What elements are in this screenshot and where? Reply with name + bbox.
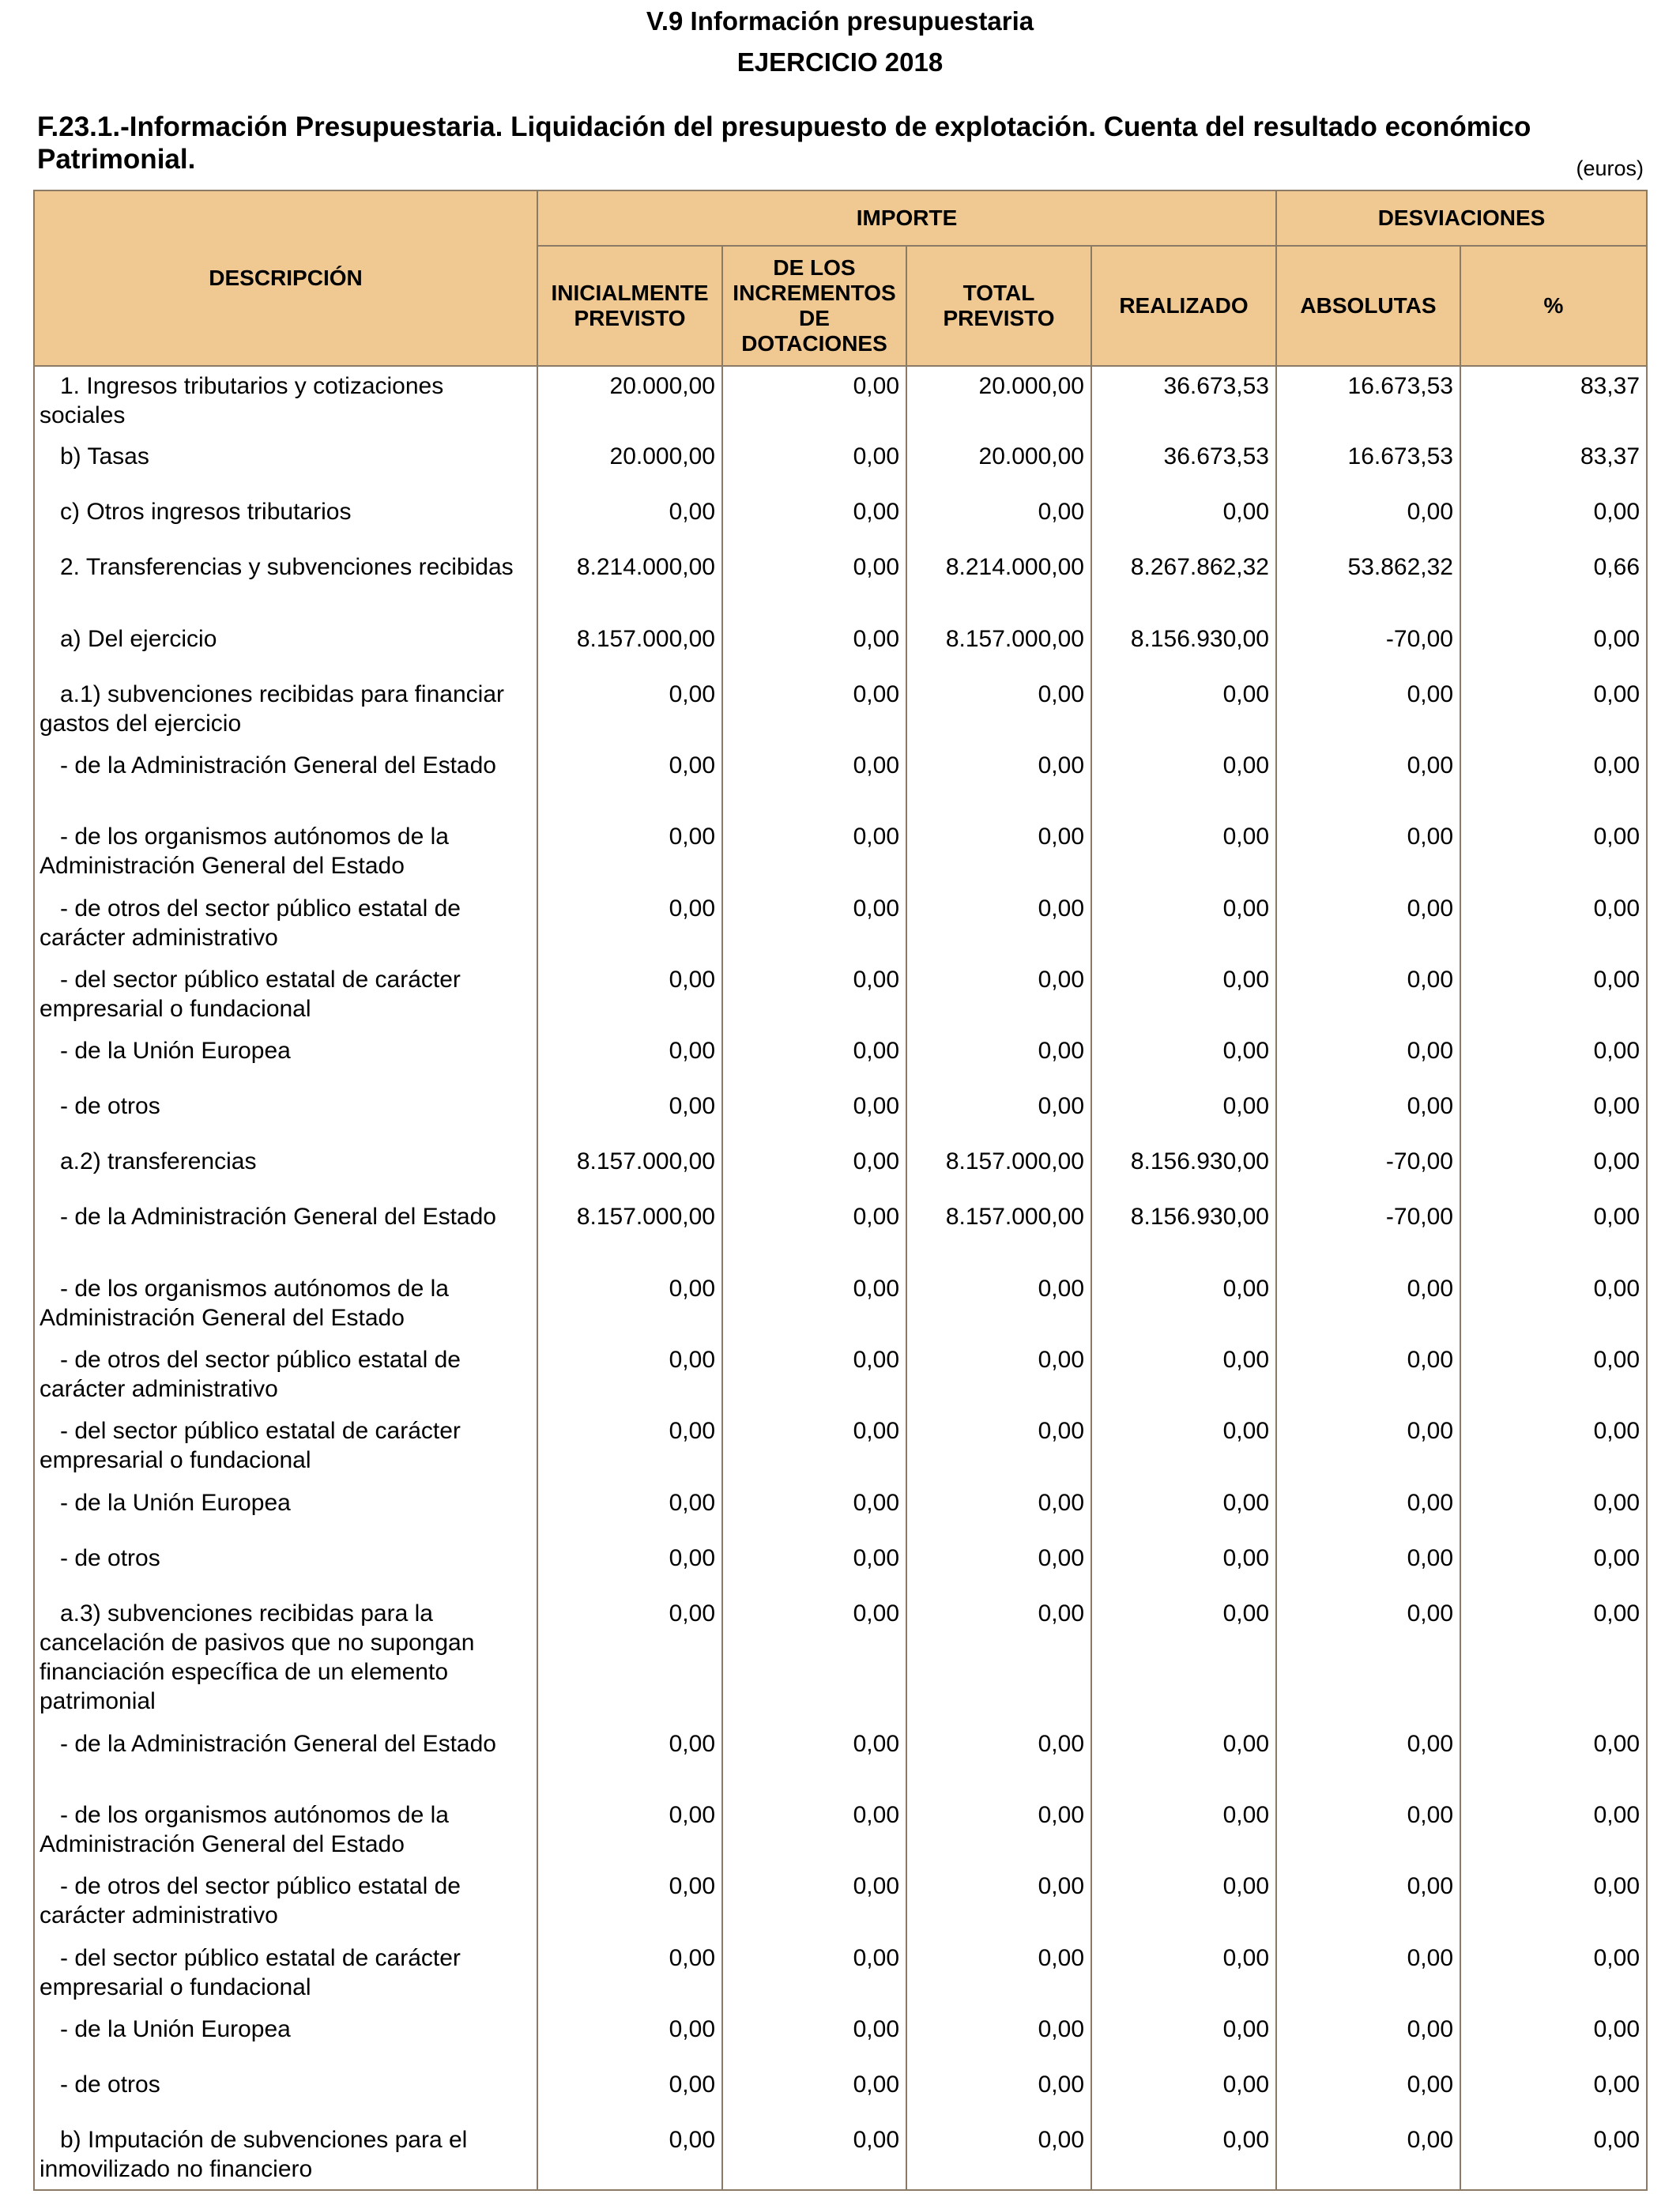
cell-inicialmente-previsto: 8.214.000,00 bbox=[537, 548, 722, 620]
cell-total-previsto: 0,00 bbox=[906, 1087, 1091, 1142]
cell-desviacion-absoluta: 0,00 bbox=[1276, 2065, 1460, 2120]
cell-realizado: 36.673,53 bbox=[1091, 366, 1276, 437]
header-descripcion: DESCRIPCIÓN bbox=[34, 190, 537, 366]
cell-desviacion-pct: 0,00 bbox=[1460, 1539, 1647, 1594]
cell-desviacion-absoluta: 0,00 bbox=[1276, 746, 1460, 817]
cell-total-previsto: 0,00 bbox=[906, 1725, 1091, 1796]
table-row bbox=[34, 2120, 1647, 2190]
cell-desviacion-pct: 0,00 bbox=[1460, 889, 1647, 960]
cell-inicialmente-previsto: 0,00 bbox=[537, 889, 722, 960]
cell-inicialmente-previsto: 8.157.000,00 bbox=[537, 620, 722, 675]
cell-desviacion-pct: 0,00 bbox=[1460, 746, 1647, 817]
header-inicialmente-previsto: INICIALMENTE PREVISTO bbox=[537, 246, 722, 366]
cell-incrementos: 0,00 bbox=[722, 1939, 906, 2010]
table-row bbox=[34, 1725, 1647, 1796]
row-description bbox=[34, 817, 537, 889]
cell-total-previsto: 0,00 bbox=[906, 675, 1091, 746]
cell-total-previsto: 0,00 bbox=[906, 1594, 1091, 1725]
cell-desviacion-pct: 0,00 bbox=[1460, 1594, 1647, 1725]
row-description bbox=[34, 366, 537, 437]
cell-inicialmente-previsto: 0,00 bbox=[537, 1939, 722, 2010]
section-title: F.23.1.-Información Presupuestaria. Liquidación del presupuesto de explotación. Cuenta del resultado económico Patrimonial. bbox=[37, 111, 1531, 175]
cell-inicialmente-previsto: 0,00 bbox=[537, 746, 722, 817]
cell-inicialmente-previsto: 0,00 bbox=[537, 1087, 722, 1142]
row-description-text: - de otros bbox=[60, 2071, 160, 2098]
cell-total-previsto: 0,00 bbox=[906, 1539, 1091, 1594]
cell-total-previsto: 0,00 bbox=[906, 1269, 1091, 1340]
cell-inicialmente-previsto: 20.000,00 bbox=[537, 366, 722, 437]
cell-realizado: 0,00 bbox=[1091, 1939, 1276, 2010]
cell-desviacion-pct: 0,00 bbox=[1460, 1725, 1647, 1796]
row-description bbox=[34, 1197, 537, 1269]
cell-total-previsto: 8.157.000,00 bbox=[906, 620, 1091, 675]
cell-total-previsto: 20.000,00 bbox=[906, 437, 1091, 492]
cell-total-previsto: 0,00 bbox=[906, 2120, 1091, 2190]
cell-inicialmente-previsto: 0,00 bbox=[537, 492, 722, 548]
cell-inicialmente-previsto: 0,00 bbox=[537, 1340, 722, 1412]
cell-desviacion-pct: 0,00 bbox=[1460, 1483, 1647, 1539]
cell-desviacion-absoluta: 0,00 bbox=[1276, 492, 1460, 548]
cell-inicialmente-previsto: 0,00 bbox=[537, 817, 722, 889]
cell-desviacion-absoluta: 0,00 bbox=[1276, 960, 1460, 1031]
cell-incrementos: 0,00 bbox=[722, 1539, 906, 1594]
row-description bbox=[34, 437, 537, 492]
row-description bbox=[34, 1031, 537, 1087]
cell-incrementos: 0,00 bbox=[722, 620, 906, 675]
cell-inicialmente-previsto: 8.157.000,00 bbox=[537, 1142, 722, 1197]
row-description bbox=[34, 675, 537, 746]
header-total-previsto: TOTAL PREVISTO bbox=[906, 246, 1091, 366]
cell-desviacion-pct: 0,00 bbox=[1460, 675, 1647, 746]
row-description-text: a.1) subvenciones recibidas para financiar gastos del ejercicio bbox=[40, 681, 504, 737]
row-description-text: - de la Unión Europea bbox=[60, 1490, 291, 1516]
table-row bbox=[34, 746, 1647, 817]
table-row bbox=[34, 1539, 1647, 1594]
cell-incrementos: 0,00 bbox=[722, 1197, 906, 1269]
table-row bbox=[34, 1796, 1647, 1867]
cell-realizado: 8.267.862,32 bbox=[1091, 548, 1276, 620]
cell-desviacion-absoluta: 0,00 bbox=[1276, 2120, 1460, 2190]
cell-incrementos: 0,00 bbox=[722, 2010, 906, 2065]
cell-incrementos: 0,00 bbox=[722, 675, 906, 746]
table-row bbox=[34, 960, 1647, 1031]
cell-desviacion-absoluta: 0,00 bbox=[1276, 1867, 1460, 1939]
cell-desviacion-pct: 0,00 bbox=[1460, 2065, 1647, 2120]
row-description bbox=[34, 1867, 537, 1939]
cell-realizado: 0,00 bbox=[1091, 1340, 1276, 1412]
row-description bbox=[34, 2065, 537, 2120]
row-description bbox=[34, 889, 537, 960]
cell-desviacion-pct: 0,00 bbox=[1460, 620, 1647, 675]
cell-incrementos: 0,00 bbox=[722, 960, 906, 1031]
header-importe: IMPORTE bbox=[537, 190, 1276, 246]
row-description bbox=[34, 1725, 537, 1796]
cell-desviacion-absoluta: 16.673,53 bbox=[1276, 437, 1460, 492]
cell-inicialmente-previsto: 0,00 bbox=[537, 2065, 722, 2120]
cell-realizado: 0,00 bbox=[1091, 1867, 1276, 1939]
row-description-text: 1. Ingresos tributarios y cotizaciones sociales bbox=[40, 373, 444, 428]
cell-realizado: 8.156.930,00 bbox=[1091, 620, 1276, 675]
cell-total-previsto: 0,00 bbox=[906, 2010, 1091, 2065]
row-description-text: - de otros del sector público estatal de carácter administrativo bbox=[40, 1873, 461, 1928]
table-row bbox=[34, 1340, 1647, 1412]
cell-realizado: 0,00 bbox=[1091, 1412, 1276, 1483]
table-row bbox=[34, 1197, 1647, 1269]
cell-incrementos: 0,00 bbox=[722, 1031, 906, 1087]
table-row bbox=[34, 492, 1647, 548]
cell-desviacion-absoluta: 0,00 bbox=[1276, 1483, 1460, 1539]
row-description-text: - del sector público estatal de carácter empresarial o fundacional bbox=[40, 967, 461, 1022]
cell-desviacion-absoluta: 53.862,32 bbox=[1276, 548, 1460, 620]
cell-incrementos: 0,00 bbox=[722, 1269, 906, 1340]
row-description-text: - de la Unión Europea bbox=[60, 1038, 291, 1064]
cell-total-previsto: 8.214.000,00 bbox=[906, 548, 1091, 620]
cell-incrementos: 0,00 bbox=[722, 437, 906, 492]
cell-desviacion-absoluta: -70,00 bbox=[1276, 1197, 1460, 1269]
row-description bbox=[34, 2010, 537, 2065]
cell-desviacion-pct: 0,00 bbox=[1460, 1197, 1647, 1269]
cell-total-previsto: 0,00 bbox=[906, 1939, 1091, 2010]
cell-total-previsto: 0,00 bbox=[906, 960, 1091, 1031]
cell-inicialmente-previsto: 0,00 bbox=[537, 2120, 722, 2190]
row-description-text: - de otros del sector público estatal de carácter administrativo bbox=[40, 1347, 461, 1402]
cell-desviacion-absoluta: 0,00 bbox=[1276, 1340, 1460, 1412]
cell-realizado: 0,00 bbox=[1091, 817, 1276, 889]
cell-realizado: 0,00 bbox=[1091, 2065, 1276, 2120]
cell-desviacion-absoluta: 0,00 bbox=[1276, 1031, 1460, 1087]
cell-incrementos: 0,00 bbox=[722, 1725, 906, 1796]
cell-inicialmente-previsto: 0,00 bbox=[537, 1483, 722, 1539]
cell-inicialmente-previsto: 8.157.000,00 bbox=[537, 1197, 722, 1269]
table-row bbox=[34, 1031, 1647, 1087]
row-description-text: a.2) transferencias bbox=[60, 1148, 257, 1174]
row-description bbox=[34, 960, 537, 1031]
cell-total-previsto: 20.000,00 bbox=[906, 366, 1091, 437]
table-row bbox=[34, 675, 1647, 746]
cell-realizado: 0,00 bbox=[1091, 746, 1276, 817]
cell-desviacion-pct: 0,00 bbox=[1460, 1142, 1647, 1197]
row-description bbox=[34, 1594, 537, 1725]
cell-realizado: 0,00 bbox=[1091, 1796, 1276, 1867]
cell-total-previsto: 8.157.000,00 bbox=[906, 1142, 1091, 1197]
cell-incrementos: 0,00 bbox=[722, 1483, 906, 1539]
cell-realizado: 0,00 bbox=[1091, 1087, 1276, 1142]
cell-desviacion-absoluta: 0,00 bbox=[1276, 1796, 1460, 1867]
cell-total-previsto: 0,00 bbox=[906, 1867, 1091, 1939]
cell-inicialmente-previsto: 0,00 bbox=[537, 1539, 722, 1594]
cell-desviacion-pct: 0,00 bbox=[1460, 1939, 1647, 2010]
cell-total-previsto: 0,00 bbox=[906, 1412, 1091, 1483]
table-row bbox=[34, 1594, 1647, 1725]
cell-inicialmente-previsto: 0,00 bbox=[537, 1269, 722, 1340]
cell-desviacion-pct: 0,00 bbox=[1460, 1031, 1647, 1087]
row-description-text: a.3) subvenciones recibidas para la cancelación de pasivos que no supongan financiación específica de un elemento patrimonial bbox=[40, 1600, 475, 1714]
cell-realizado: 0,00 bbox=[1091, 1031, 1276, 1087]
cell-realizado: 0,00 bbox=[1091, 492, 1276, 548]
cell-incrementos: 0,00 bbox=[722, 1087, 906, 1142]
cell-inicialmente-previsto: 0,00 bbox=[537, 1725, 722, 1796]
cell-realizado: 0,00 bbox=[1091, 1539, 1276, 1594]
cell-desviacion-pct: 0,66 bbox=[1460, 548, 1647, 620]
header-percent: % bbox=[1460, 246, 1647, 366]
row-description-text: - de otros bbox=[60, 1545, 160, 1571]
cell-inicialmente-previsto: 20.000,00 bbox=[537, 437, 722, 492]
table-row bbox=[34, 1483, 1647, 1539]
row-description-text: - de los organismos autónomos de la Administración General del Estado bbox=[40, 824, 449, 879]
row-description bbox=[34, 746, 537, 817]
row-description bbox=[34, 1483, 537, 1539]
cell-desviacion-pct: 0,00 bbox=[1460, 960, 1647, 1031]
cell-desviacion-absoluta: 16.673,53 bbox=[1276, 366, 1460, 437]
cell-desviacion-pct: 0,00 bbox=[1460, 1412, 1647, 1483]
cell-incrementos: 0,00 bbox=[722, 366, 906, 437]
row-description-text: - de la Administración General del Estado bbox=[60, 752, 496, 778]
table-row bbox=[34, 1939, 1647, 2010]
cell-inicialmente-previsto: 0,00 bbox=[537, 960, 722, 1031]
cell-incrementos: 0,00 bbox=[722, 1594, 906, 1725]
cell-realizado: 0,00 bbox=[1091, 1269, 1276, 1340]
cell-incrementos: 0,00 bbox=[722, 1142, 906, 1197]
cell-desviacion-absoluta: 0,00 bbox=[1276, 889, 1460, 960]
row-description-text: - de la Unión Europea bbox=[60, 2016, 291, 2042]
row-description-text: - de otros bbox=[60, 1093, 160, 1119]
table-row bbox=[34, 1142, 1647, 1197]
cell-realizado: 0,00 bbox=[1091, 675, 1276, 746]
page-title: V.9 Información presupuestaria bbox=[646, 6, 1034, 36]
cell-incrementos: 0,00 bbox=[722, 889, 906, 960]
cell-realizado: 8.156.930,00 bbox=[1091, 1142, 1276, 1197]
cell-realizado: 36.673,53 bbox=[1091, 437, 1276, 492]
table-row bbox=[34, 1087, 1647, 1142]
cell-incrementos: 0,00 bbox=[722, 746, 906, 817]
row-description bbox=[34, 1340, 537, 1412]
cell-desviacion-absoluta: 0,00 bbox=[1276, 1087, 1460, 1142]
row-description-text: 2. Transferencias y subvenciones recibidas bbox=[60, 554, 514, 580]
table-row bbox=[34, 1269, 1647, 1340]
cell-desviacion-pct: 0,00 bbox=[1460, 1867, 1647, 1939]
cell-desviacion-absoluta: 0,00 bbox=[1276, 817, 1460, 889]
cell-desviacion-absoluta: 0,00 bbox=[1276, 2010, 1460, 2065]
table-row bbox=[34, 548, 1647, 620]
cell-total-previsto: 0,00 bbox=[906, 1340, 1091, 1412]
cell-desviacion-pct: 0,00 bbox=[1460, 1087, 1647, 1142]
header-realizado: REALIZADO bbox=[1091, 246, 1276, 366]
cell-desviacion-pct: 83,37 bbox=[1460, 437, 1647, 492]
cell-inicialmente-previsto: 0,00 bbox=[537, 1031, 722, 1087]
table-row bbox=[34, 437, 1647, 492]
cell-incrementos: 0,00 bbox=[722, 2120, 906, 2190]
row-description bbox=[34, 1796, 537, 1867]
cell-desviacion-pct: 0,00 bbox=[1460, 1796, 1647, 1867]
cell-total-previsto: 0,00 bbox=[906, 1031, 1091, 1087]
cell-desviacion-absoluta: 0,00 bbox=[1276, 1539, 1460, 1594]
cell-desviacion-absoluta: 0,00 bbox=[1276, 1269, 1460, 1340]
cell-total-previsto: 0,00 bbox=[906, 1483, 1091, 1539]
cell-desviacion-pct: 0,00 bbox=[1460, 492, 1647, 548]
cell-realizado: 0,00 bbox=[1091, 960, 1276, 1031]
cell-realizado: 0,00 bbox=[1091, 1594, 1276, 1725]
row-description bbox=[34, 1269, 537, 1340]
cell-total-previsto: 0,00 bbox=[906, 889, 1091, 960]
cell-realizado: 0,00 bbox=[1091, 1483, 1276, 1539]
cell-incrementos: 0,00 bbox=[722, 1412, 906, 1483]
row-description bbox=[34, 1087, 537, 1142]
cell-incrementos: 0,00 bbox=[722, 2065, 906, 2120]
header-desviaciones: DESVIACIONES bbox=[1276, 190, 1647, 246]
cell-desviacion-absoluta: 0,00 bbox=[1276, 675, 1460, 746]
cell-realizado: 0,00 bbox=[1091, 889, 1276, 960]
row-description-text: - de los organismos autónomos de la Administración General del Estado bbox=[40, 1802, 449, 1857]
table-row bbox=[34, 817, 1647, 889]
cell-total-previsto: 0,00 bbox=[906, 746, 1091, 817]
cell-incrementos: 0,00 bbox=[722, 1340, 906, 1412]
row-description bbox=[34, 620, 537, 675]
row-description-text: - de la Administración General del Estado bbox=[60, 1731, 496, 1757]
cell-realizado: 0,00 bbox=[1091, 1725, 1276, 1796]
cell-desviacion-pct: 83,37 bbox=[1460, 366, 1647, 437]
header-incrementos-dotaciones: DE LOS INCREMENTOS DE DOTACIONES bbox=[722, 246, 906, 366]
row-description-text: - del sector público estatal de carácter empresarial o fundacional bbox=[40, 1945, 461, 2000]
cell-inicialmente-previsto: 0,00 bbox=[537, 1867, 722, 1939]
row-description bbox=[34, 548, 537, 620]
cell-total-previsto: 0,00 bbox=[906, 817, 1091, 889]
table-row bbox=[34, 1412, 1647, 1483]
units-label: (euros) bbox=[1576, 156, 1644, 180]
cell-inicialmente-previsto: 0,00 bbox=[537, 1412, 722, 1483]
row-description-text: a) Del ejercicio bbox=[60, 626, 217, 652]
cell-total-previsto: 8.157.000,00 bbox=[906, 1197, 1091, 1269]
cell-total-previsto: 0,00 bbox=[906, 492, 1091, 548]
row-description-text: b) Tasas bbox=[60, 443, 149, 469]
row-description bbox=[34, 1939, 537, 2010]
table-row bbox=[34, 620, 1647, 675]
row-description-text: - del sector público estatal de carácter empresarial o fundacional bbox=[40, 1418, 461, 1473]
cell-incrementos: 0,00 bbox=[722, 817, 906, 889]
table-row bbox=[34, 2065, 1647, 2120]
cell-total-previsto: 0,00 bbox=[906, 2065, 1091, 2120]
row-description bbox=[34, 1539, 537, 1594]
page-subtitle: EJERCICIO 2018 bbox=[736, 47, 944, 77]
cell-realizado: 0,00 bbox=[1091, 2120, 1276, 2190]
cell-desviacion-pct: 0,00 bbox=[1460, 1269, 1647, 1340]
cell-desviacion-pct: 0,00 bbox=[1460, 2120, 1647, 2190]
table-body bbox=[34, 366, 1647, 2190]
cell-realizado: 8.156.930,00 bbox=[1091, 1197, 1276, 1269]
table-row bbox=[34, 366, 1647, 437]
cell-desviacion-absoluta: -70,00 bbox=[1276, 620, 1460, 675]
cell-desviacion-absoluta: 0,00 bbox=[1276, 1939, 1460, 2010]
cell-incrementos: 0,00 bbox=[722, 492, 906, 548]
row-description bbox=[34, 1142, 537, 1197]
cell-desviacion-pct: 0,00 bbox=[1460, 2010, 1647, 2065]
row-description bbox=[34, 492, 537, 548]
cell-desviacion-absoluta: -70,00 bbox=[1276, 1142, 1460, 1197]
row-description bbox=[34, 1412, 537, 1483]
cell-desviacion-absoluta: 0,00 bbox=[1276, 1594, 1460, 1725]
row-description-text: - de la Administración General del Estado bbox=[60, 1204, 496, 1230]
cell-incrementos: 0,00 bbox=[722, 1796, 906, 1867]
row-description-text: - de los organismos autónomos de la Administración General del Estado bbox=[40, 1276, 449, 1331]
table-row bbox=[34, 2010, 1647, 2065]
table-row bbox=[34, 889, 1647, 960]
row-description-text: b) Imputación de subvenciones para el inmovilizado no financiero bbox=[40, 2127, 468, 2182]
budget-table bbox=[33, 190, 1648, 2191]
cell-inicialmente-previsto: 0,00 bbox=[537, 1796, 722, 1867]
row-description-text: - de otros del sector público estatal de carácter administrativo bbox=[40, 895, 461, 951]
row-description-text: c) Otros ingresos tributarios bbox=[60, 499, 352, 525]
header-absolutas: ABSOLUTAS bbox=[1276, 246, 1460, 366]
cell-incrementos: 0,00 bbox=[722, 548, 906, 620]
cell-desviacion-pct: 0,00 bbox=[1460, 1340, 1647, 1412]
cell-desviacion-absoluta: 0,00 bbox=[1276, 1725, 1460, 1796]
cell-total-previsto: 0,00 bbox=[906, 1796, 1091, 1867]
cell-inicialmente-previsto: 0,00 bbox=[537, 1594, 722, 1725]
row-description bbox=[34, 2120, 537, 2190]
table-row bbox=[34, 1867, 1647, 1939]
cell-desviacion-absoluta: 0,00 bbox=[1276, 1412, 1460, 1483]
cell-incrementos: 0,00 bbox=[722, 1867, 906, 1939]
cell-inicialmente-previsto: 0,00 bbox=[537, 675, 722, 746]
cell-desviacion-pct: 0,00 bbox=[1460, 817, 1647, 889]
cell-realizado: 0,00 bbox=[1091, 2010, 1276, 2065]
cell-inicialmente-previsto: 0,00 bbox=[537, 2010, 722, 2065]
